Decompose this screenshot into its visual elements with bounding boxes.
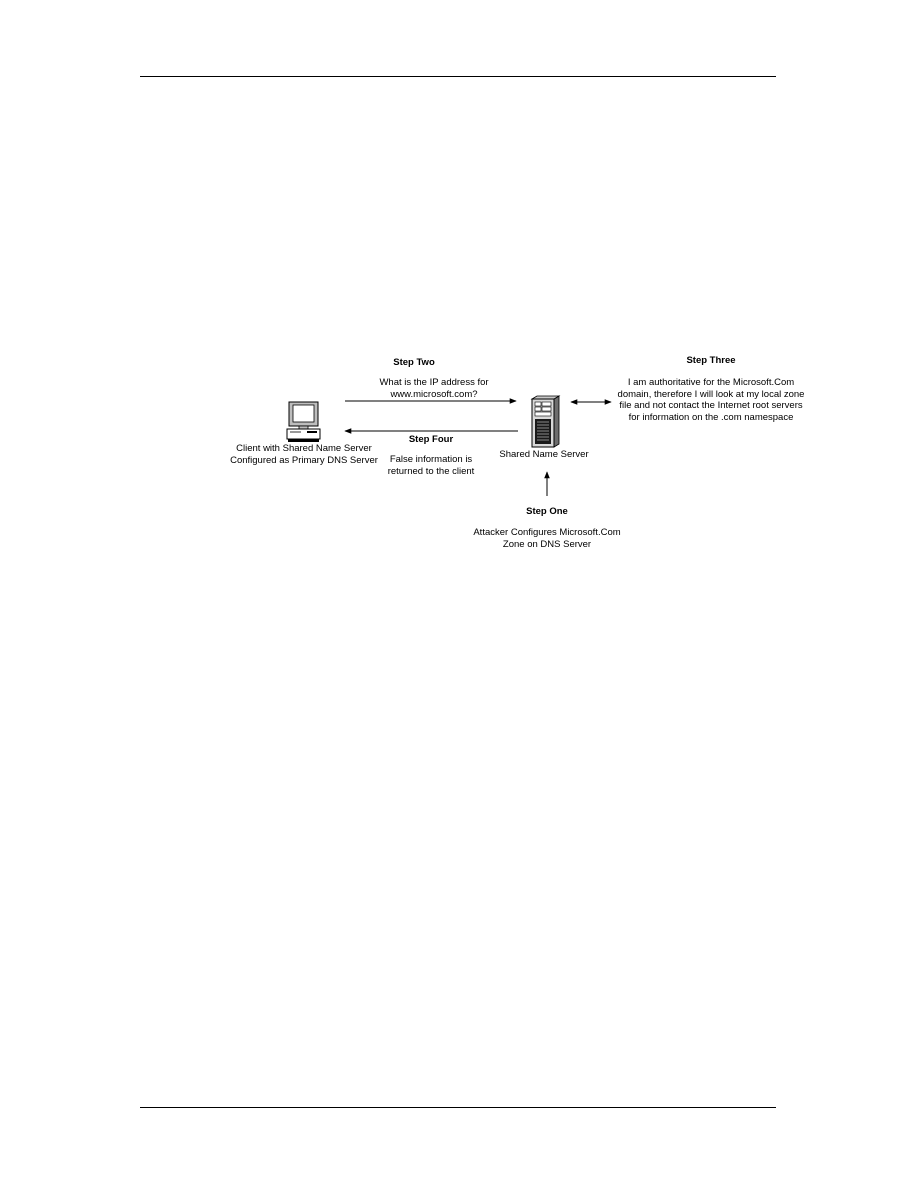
step-four-line-2: returned to the client (387, 465, 475, 477)
step-three-line-1: I am authoritative for the Microsoft.Com (627, 377, 795, 388)
step-two-line-2: www.microsoft.com? (390, 388, 478, 400)
step-three-text (616, 377, 806, 423)
step-one-line-1: Attacker Configures Microsoft.Com (473, 527, 621, 538)
computer-icon (287, 402, 320, 442)
step-two-title: Step Two (393, 357, 435, 368)
step-one-title: Step One (526, 506, 568, 517)
step-three-title: Step Three (686, 355, 736, 366)
step-four-text (371, 454, 491, 477)
server-icon (532, 396, 559, 447)
step-three-line-2: domain, therefore I will look at my local zone (617, 388, 805, 400)
step-three-line-3: file and not contact the Internet root servers (619, 400, 803, 411)
step-four-title: Step Four (408, 434, 454, 445)
step-one-text (472, 527, 622, 550)
server-label: Shared Name Server (499, 449, 589, 460)
step-two-line-1: What is the IP address for (379, 377, 489, 388)
step-four-line-1: False information is (389, 454, 473, 465)
client-label-line-1: Client with Shared Name Server (236, 443, 372, 454)
step-two-text (354, 377, 514, 400)
step-three-line-4: for information on the .com namespace (628, 411, 794, 423)
client-label (229, 443, 379, 466)
step-one-line-2: Zone on DNS Server (502, 538, 592, 550)
client-label-line-2: Configured as Primary DNS Server (230, 454, 378, 466)
